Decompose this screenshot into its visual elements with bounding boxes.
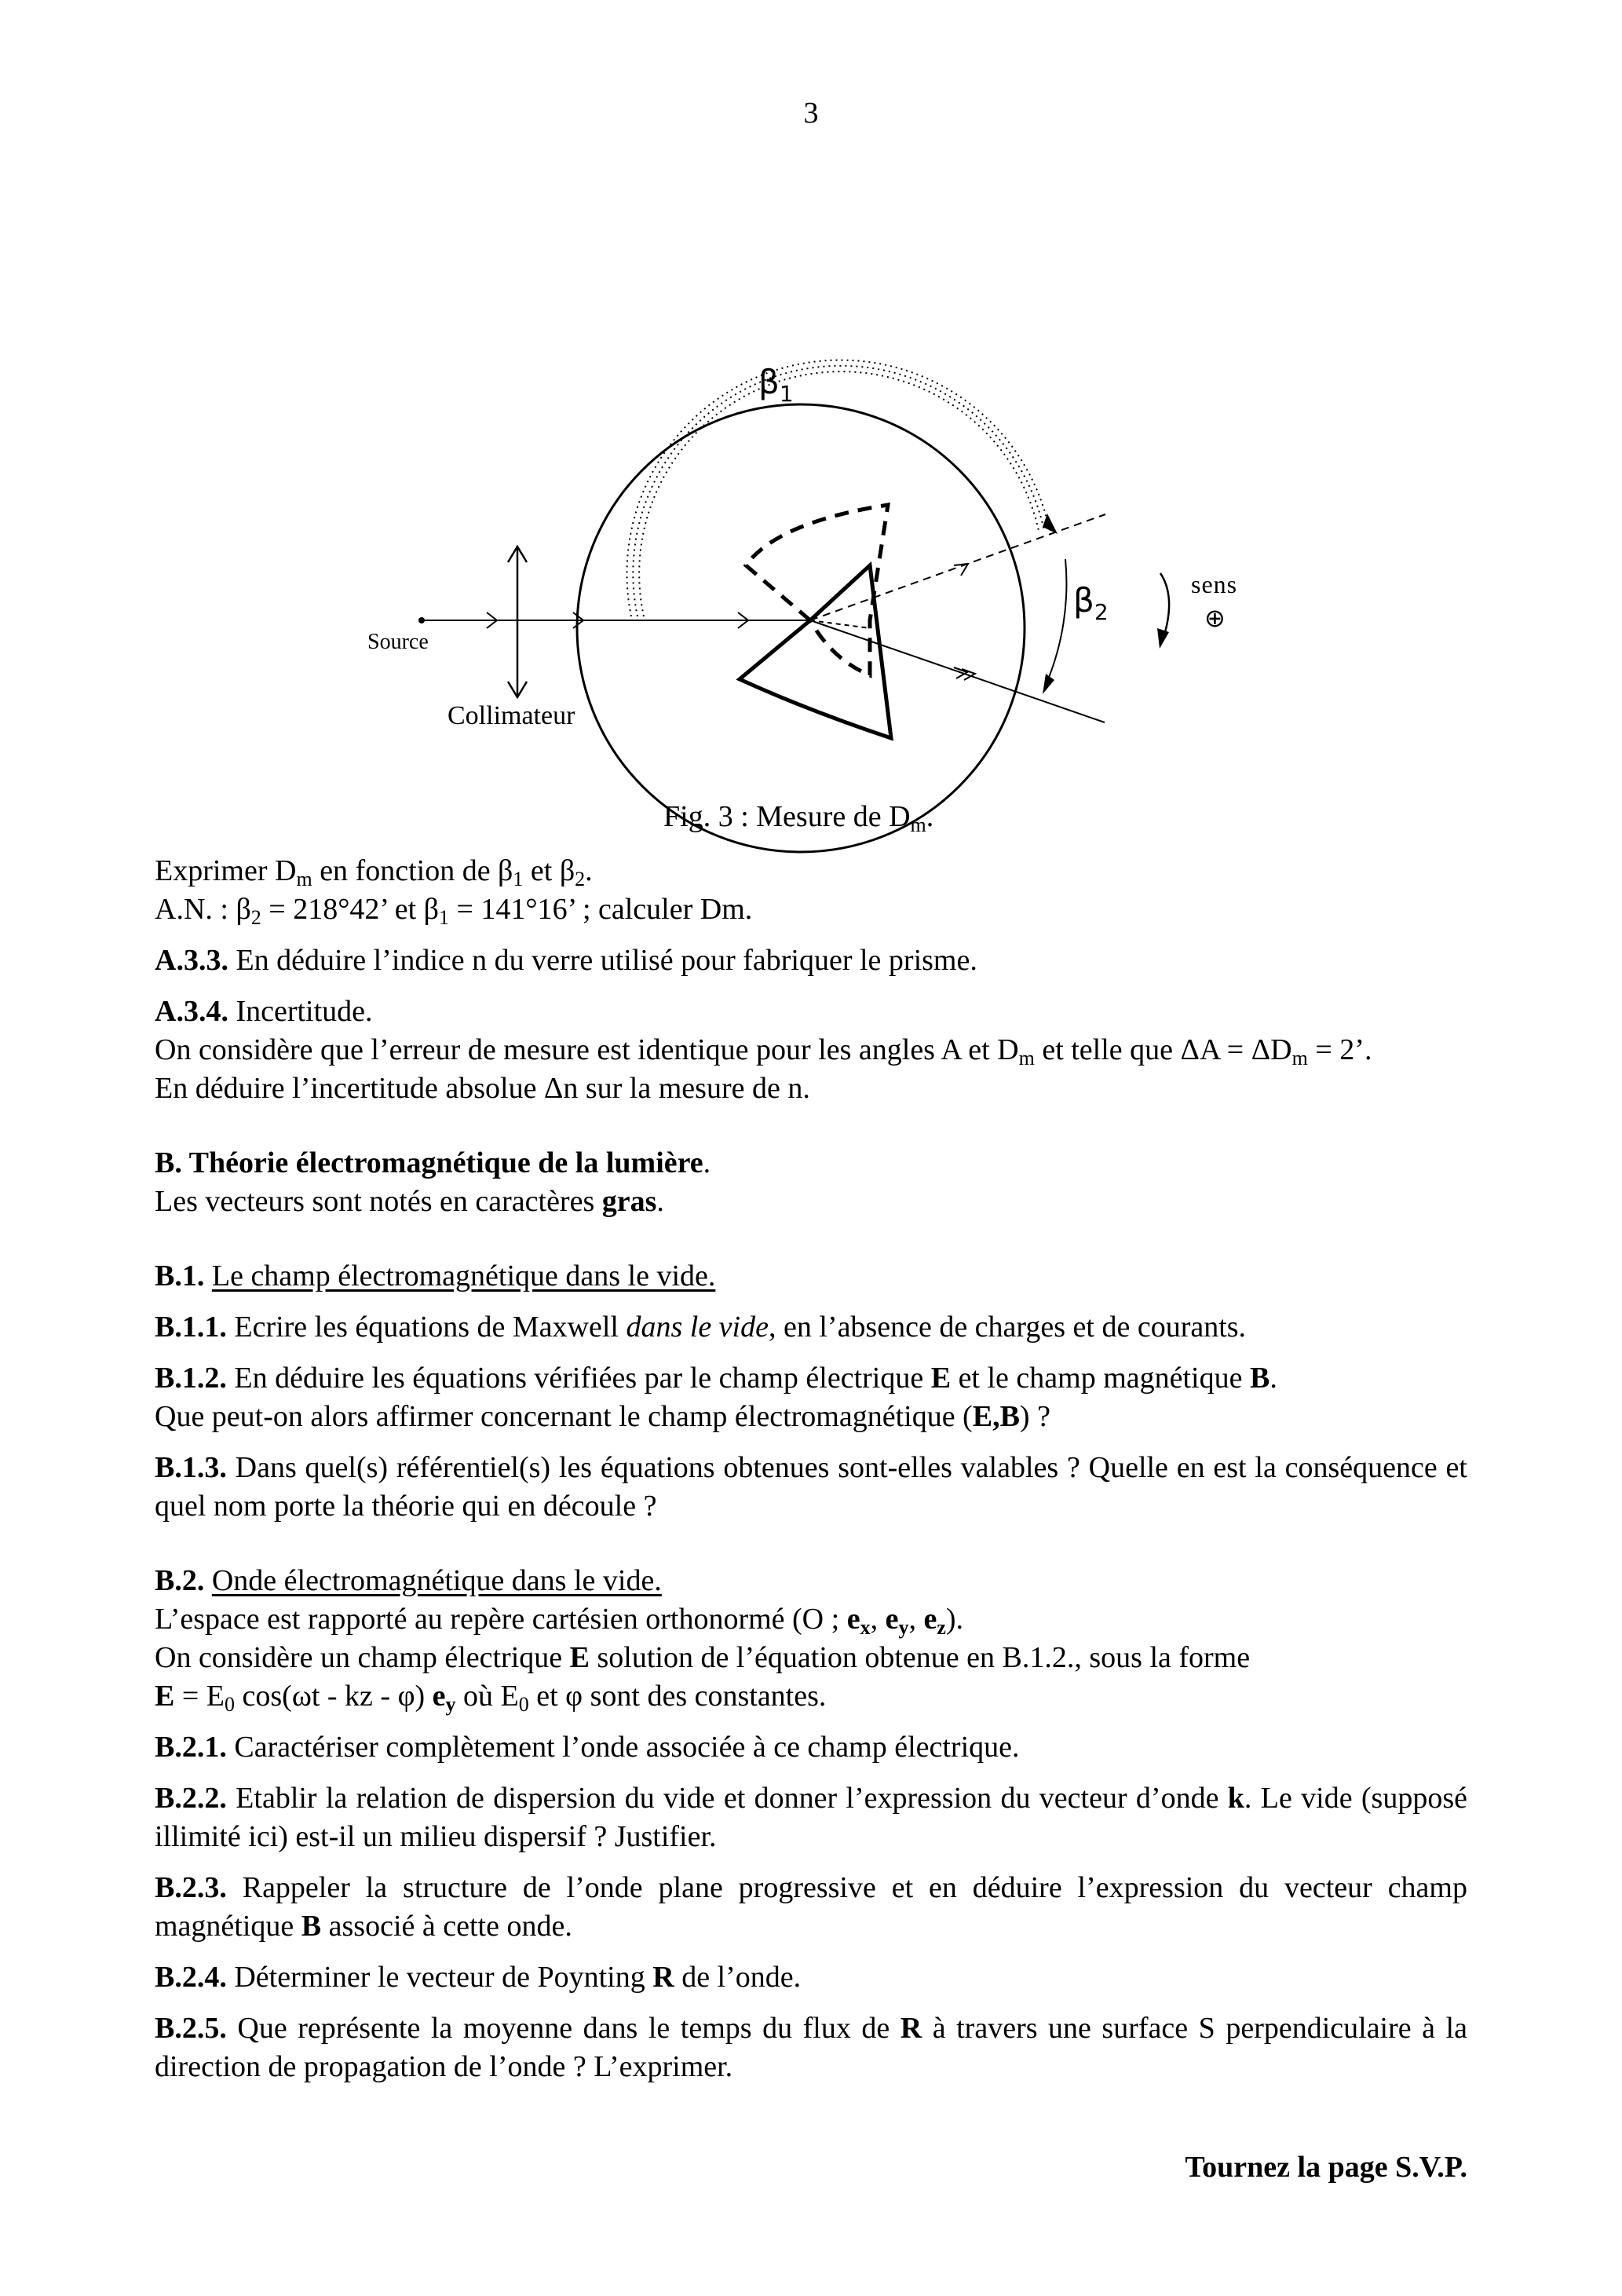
sens-arrow-head bbox=[1157, 628, 1169, 649]
paragraph-numeric-application: A.N. : $\beta_2 = 218^\circ 42$’ et $\beta_1 = 141^\circ 16$’ ; calculer Dm. bbox=[155, 893, 753, 929]
sens-symbol: ⊕ bbox=[1204, 603, 1226, 633]
question-b-2-4: B.2.4. Déterminer le vecteur de Poynting R de l’onde. bbox=[155, 1961, 802, 1994]
question-b-1-2: B.1.2. En déduire les équations vérifiées par le champ électrique E et le champ magnétique B. bbox=[155, 1362, 1277, 1395]
beta1-arc-outer bbox=[627, 360, 1050, 616]
beta2-label: $\beta_2$ bbox=[1073, 581, 1109, 625]
paragraph-electric-field: On considère un champ électrique E solution de l’équation obtenue en B.1.2., sous la forme $E = E_0$ cos(ωt - kz - φ) $e_y$ où $E_0$ et φ sont des constantes. bbox=[155, 1641, 1251, 1716]
collimateur-label: Collimateur bbox=[448, 701, 575, 730]
question-a-3-3: A.3.3. En déduire l’indice n du verre utilisé pour fabriquer le prisme. bbox=[155, 944, 977, 977]
beta2-arc bbox=[1047, 559, 1066, 683]
page-number: 3 bbox=[803, 97, 819, 130]
paragraph-vector-notation: Les vecteurs sont notés en caractères gras. bbox=[155, 1185, 664, 1218]
deviated-beam-dashed bbox=[810, 514, 1105, 620]
section-b1-heading: B.1. Le champ électromagnétique dans le vide. bbox=[155, 1260, 716, 1292]
source-label: Source bbox=[367, 630, 429, 654]
footer-turn-page: Tournez la page S.V.P. bbox=[1185, 2151, 1467, 2184]
beta1-label: $\beta_1$ bbox=[758, 363, 794, 407]
question-b-2-1: B.2.1. Caractériser complètement l’onde associée à ce champ électrique. bbox=[155, 1731, 1020, 1764]
question-b-1-3: B.1.3. Dans quel(s) référentiel(s) les équations obtenues sont-elles valables ? Quelle en est la conséquence et quel nom porte la théorie qui en découle ? bbox=[155, 1451, 1467, 1523]
deviated-beam bbox=[810, 620, 1105, 722]
figure-goniometer bbox=[0, 0, 1622, 864]
beta1-arc-inner bbox=[633, 366, 1044, 616]
paragraph-express-dm: Exprimer $D_m$ en fonction de $\beta_1$ et $\beta_2$. bbox=[155, 854, 593, 890]
question-b-2-2: B.2.2. Etablir la relation de dispersion du vide et donner l’expression du vecteur d’onde k. Le vide (supposé illimité ici) est-il un milieu dispersif ? Justifier. bbox=[155, 1782, 1467, 1853]
goniometer-diagram bbox=[0, 0, 1622, 864]
question-a-3-4: A.3.4. Incertitude. bbox=[155, 995, 373, 1028]
figure-caption: Fig. 3 : Mesure de $D_m$. bbox=[663, 800, 934, 836]
sens-label: sens bbox=[1191, 570, 1238, 598]
prism-dashed bbox=[746, 505, 888, 675]
question-b-2-5: B.2.5. Que représente la moyenne dans le temps du flux de R à travers une surface S perpendiculaire à la direction de propagation de l’onde ? L’exprimer. bbox=[155, 2012, 1467, 2083]
paragraph-uncertainty: En déduire l’incertitude absolue Δn sur la mesure de n. bbox=[155, 1072, 810, 1105]
beta1-arrow-head bbox=[1043, 514, 1058, 534]
beta2-arrow-head bbox=[1043, 674, 1054, 694]
document-body bbox=[155, 852, 1467, 2086]
paragraph-measurement-error: On considère que l’erreur de mesure est identique pour les angles A et $D_m$ et telle que $\Delta A = \Delta D_m = 2$’. bbox=[155, 1033, 1372, 1069]
section-b-title: B. Théorie électromagnétique de la lumière. bbox=[155, 1146, 711, 1179]
sens-arrow bbox=[1160, 573, 1169, 638]
question-b-1-1: B.1.1. Ecrire les équations de Maxwell dans le vide, en l’absence de charges et de courants. bbox=[155, 1311, 1247, 1344]
paragraph-cartesian-frame: L’espace est rapporté au repère cartésien orthonormé (O ; $e_x$, $e_y$, $e_z$). bbox=[155, 1603, 964, 1639]
section-b2-heading: B.2. Onde électromagnétique dans le vide. bbox=[155, 1564, 662, 1597]
question-b-2-3: B.2.3. Rappeler la structure de l’onde plane progressive et en déduire l’expression du vecteur champ magnétique B associé à cette onde. bbox=[155, 1871, 1467, 1943]
paragraph-em-field: Que peut-on alors affirmer concernant le champ électromagnétique (E,B) ? bbox=[155, 1400, 1050, 1433]
